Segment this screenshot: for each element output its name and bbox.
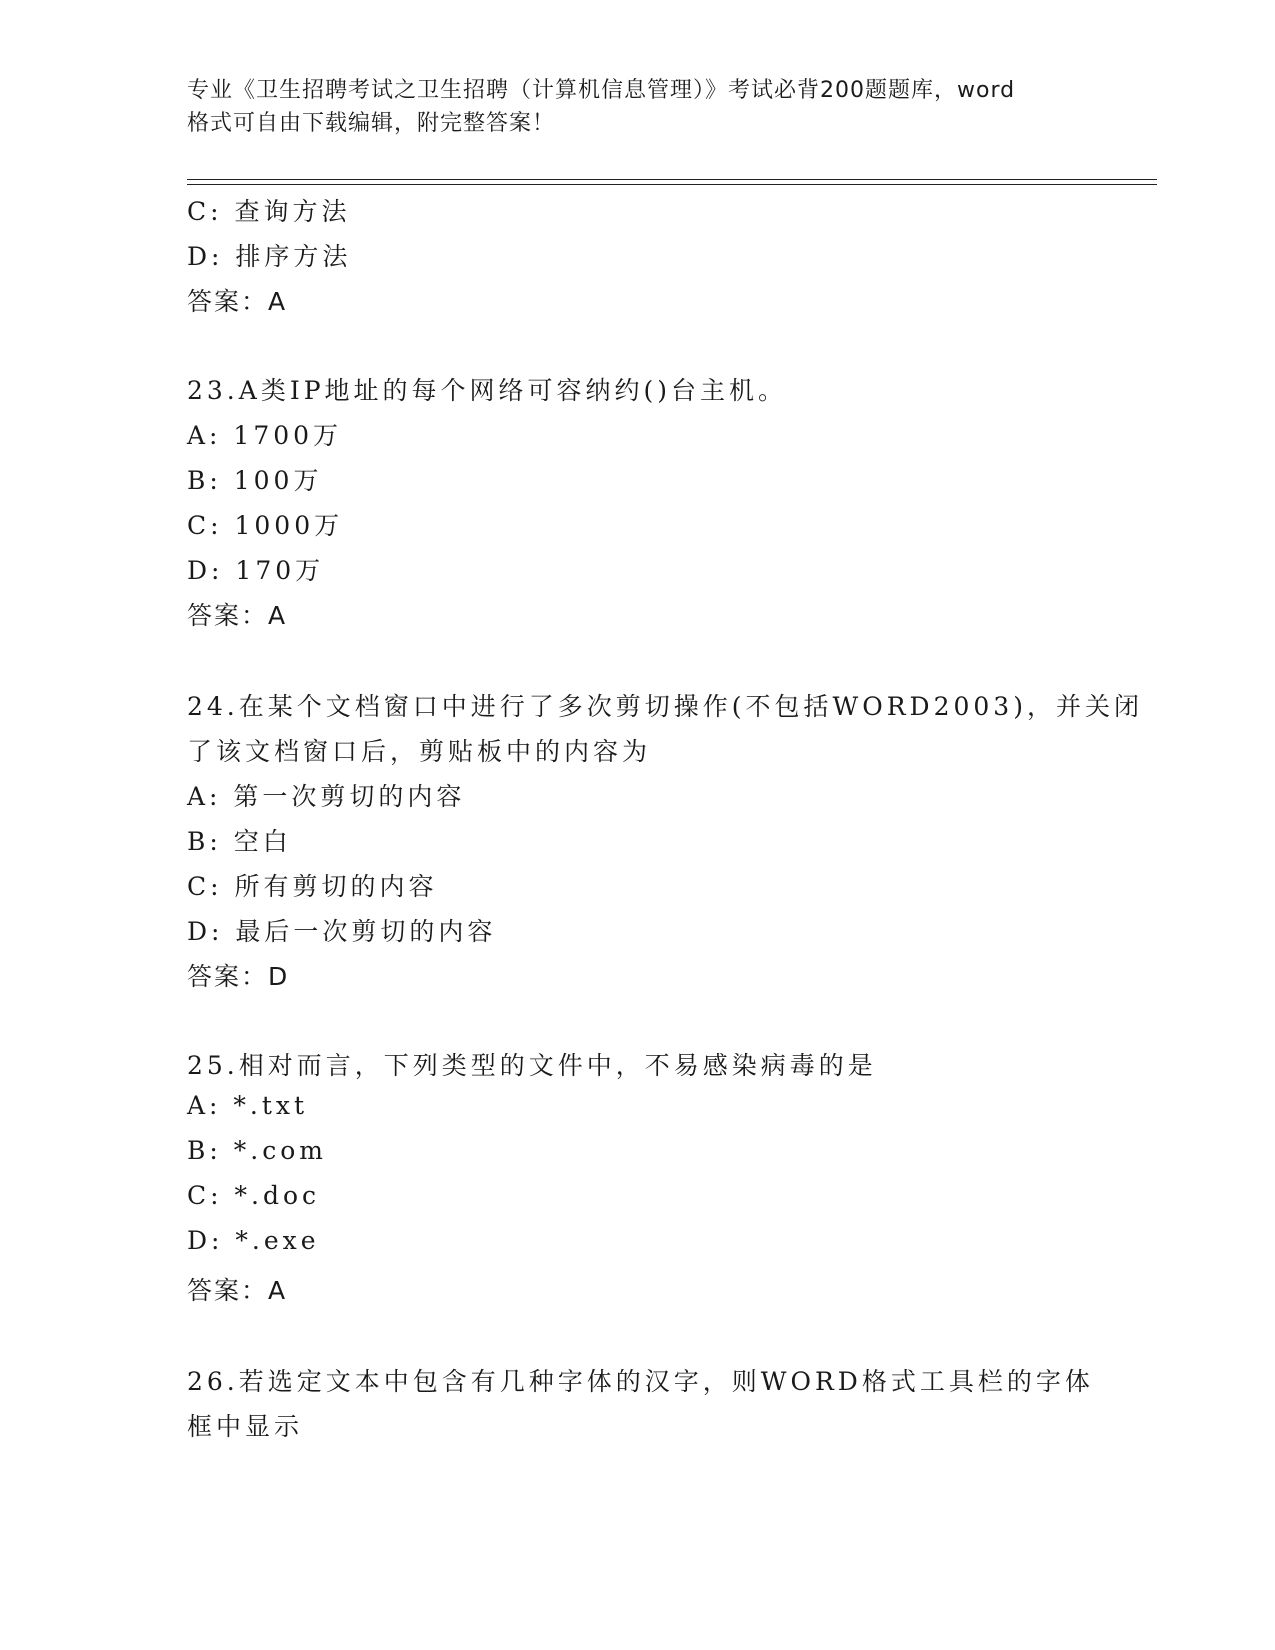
q25-option-d: D: *.exe [187,1226,320,1255]
q23-option-b: B: 100万 [187,466,323,495]
q22-option-c: C: 查询方法 [187,197,351,226]
q22-answer: 答案：A [187,287,288,316]
q23-option-d: D: 170万 [187,556,325,585]
q24-answer: 答案：D [187,962,290,991]
header-line-2: 格式可自由下载编辑，附完整答案！ [187,111,556,136]
q25-option-c: C: *.doc [187,1181,321,1210]
q23-option-a: A: 1700万 [187,421,343,450]
document-header [187,74,1087,140]
q23-question: 23.A类IP地址的每个网络可容纳约()台主机。 [187,376,788,405]
q25-question: 25.相对而言，下列类型的文件中，不易感染病毒的是 [187,1051,877,1080]
q25-answer: 答案：A [187,1276,288,1305]
q23-answer: 答案：A [187,601,288,630]
header-line-1: 专业《卫生招聘考试之卫生招聘（计算机信息管理）》考试必背200题题库，word [187,78,1016,103]
q24-question-line-1: 24.在某个文档窗口中进行了多次剪切操作(不包括WORD2003)，并关闭 [187,692,1143,721]
q26-question-line-1: 26.若选定文本中包含有几种字体的汉字，则WORD格式工具栏的字体 [187,1367,1094,1396]
q24-option-c: C: 所有剪切的内容 [187,872,438,901]
q26-question-line-2: 框中显示 [187,1412,304,1441]
q24-option-b: B: 空白 [187,827,292,856]
q24-question-line-2: 了该文档窗口后，剪贴板中的内容为 [187,737,652,766]
q25-option-a: A: *.txt [187,1091,309,1120]
q23-option-c: C: 1000万 [187,511,344,540]
q24-option-d: D: 最后一次剪切的内容 [187,917,497,946]
header-divider-top [187,179,1157,180]
q22-option-d: D: 排序方法 [187,242,352,271]
header-divider-bottom [187,184,1157,185]
q24-option-a: A: 第一次剪切的内容 [187,782,466,811]
q25-option-b: B: *.com [187,1136,327,1165]
